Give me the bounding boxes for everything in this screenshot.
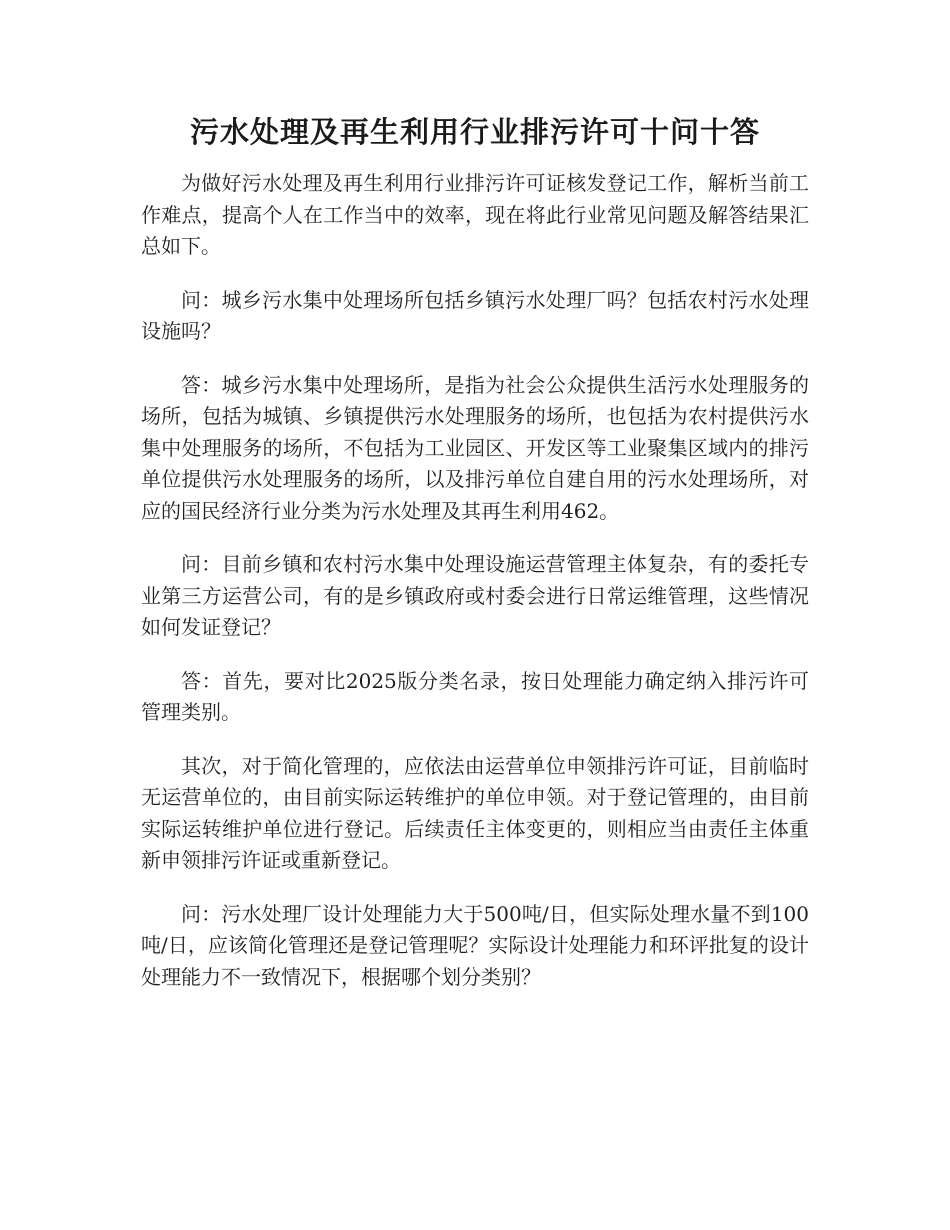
answer-paragraph-2a: 答：首先，要对比2025版分类名录，按日处理能力确定纳入排污许可管理类别。 [141, 668, 809, 724]
document-body [141, 168, 809, 1015]
page-title: 污水处理及再生利用行业排污许可十问十答 [189, 115, 760, 149]
question-paragraph-1: 问：城乡污水集中处理场所包括乡镇污水处理厂吗？包括农村污水处理设施吗？ [141, 287, 809, 343]
answer-paragraph-1: 答：城乡污水集中处理场所，是指为社会公众提供生活污水处理服务的场所，包括为城镇、乡镇提供污水处理服务的场所，也包括为农村提供污水集中处理服务的场所，不包括为工业园区、开发区等工业聚集区域内的排污单位提供污水处理服务的场所，以及排污单位自建自用的污水处理场所，对应的国民经济行业分类为污水处理及其再生利用462。 [141, 372, 809, 523]
question-paragraph-2: 问：目前乡镇和农村污水集中处理设施运营管理主体复杂，有的委托专业第三方运营公司，有的是乡镇政府或村委会进行日常运维管理，这些情况如何发证登记？ [141, 552, 809, 639]
question-paragraph-3: 问：污水处理厂设计处理能力大于500吨/日，但实际处理水量不到100吨/日，应该简化管理还是登记管理呢？实际设计处理能力和环评批复的设计处理能力不一致情况下，根据哪个划分类别？ [141, 901, 809, 989]
intro-paragraph: 为做好污水处理及再生利用行业排污许可证核发登记工作，解析当前工作难点，提高个人在工作当中的效率，现在将此行业常见问题及解答结果汇总如下。 [141, 171, 809, 258]
answer-paragraph-2b: 其次，对于简化管理的，应依法由运营单位申领排污许可证，目前临时无运营单位的，由目前实际运转维护的单位申领。对于登记管理的，由目前实际运转维护单位进行登记。后续责任主体变更的，则相应当由责任主体重新申领排污许证或重新登记。 [141, 753, 809, 872]
